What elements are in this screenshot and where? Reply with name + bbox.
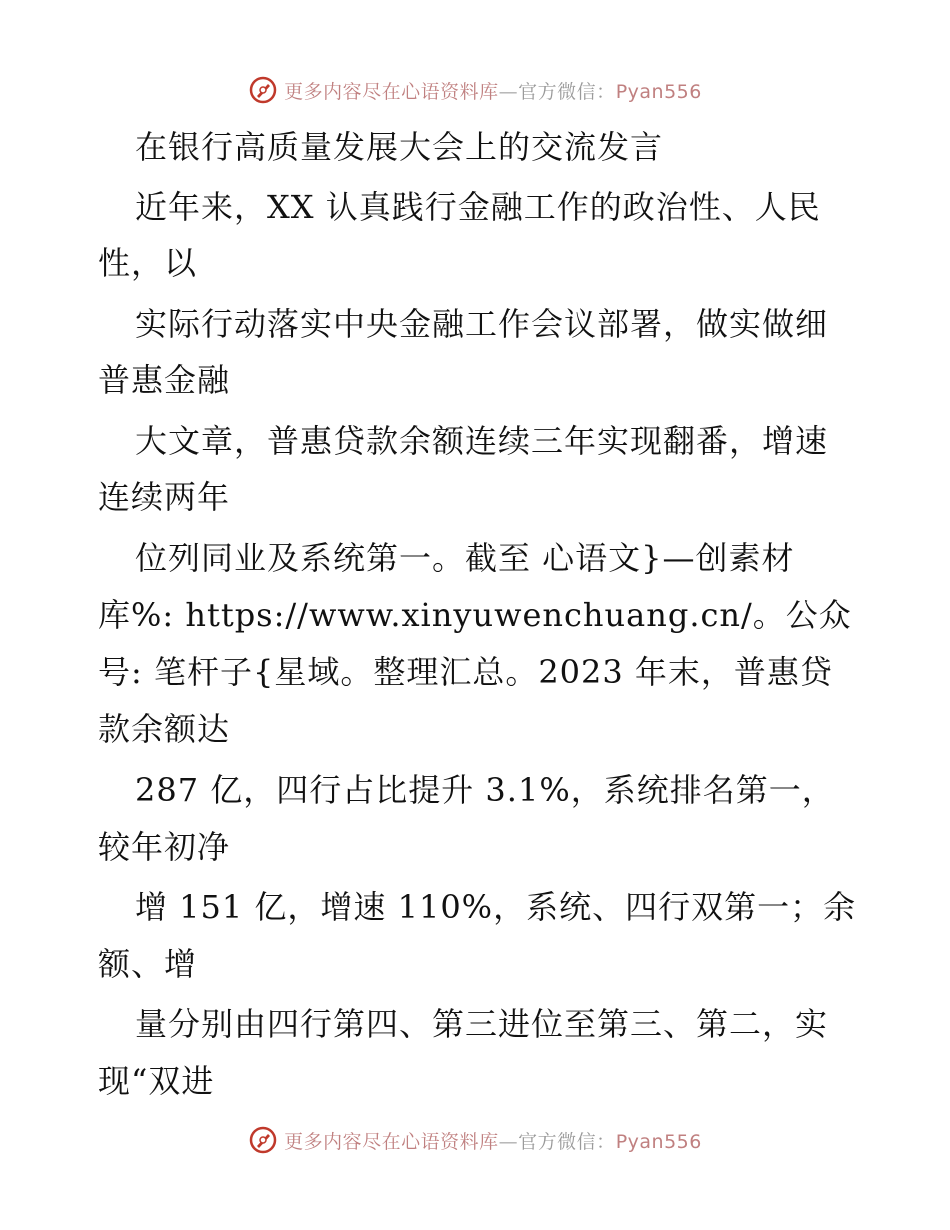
watermark-wechat-label: 官方微信： (518, 1130, 616, 1153)
text-line: 量分别由四行第四、第三进位至第三、第二，实 (135, 1005, 829, 1043)
text-line: 287 亿，四行占比提升 3.1%，系统排名第一， (135, 771, 835, 809)
watermark-site-text: 更多内容尽在心语资料库 (284, 1130, 499, 1153)
text-line: 库%: https://www.xinyuwenchuang.cn/。公众 (98, 596, 852, 634)
text-line: 号: 笔杆子{星域。整理汇总。2023 年末，普惠贷 (98, 653, 833, 691)
watermark-handle: Pyan556 (615, 80, 702, 103)
watermark-dash: — (498, 1130, 519, 1153)
text-line: 现“双进 (98, 1062, 215, 1100)
text-line: 位列同业及系统第一。截至 心语文}—创素材 (135, 539, 795, 577)
text-line: 增 151 亿，增速 110%，系统、四行双第一；余 (135, 888, 857, 926)
text-line: 近年来，XX 认真践行金融工作的政治性、人民 (135, 188, 821, 226)
text-line: 普惠金融 (98, 361, 231, 399)
text-line: 连续两年 (98, 478, 231, 516)
text-line: 较年初净 (98, 828, 231, 866)
pen-logo-icon (248, 1125, 278, 1155)
text-line: 大文章，普惠贷款余额连续三年实现翻番，增速 (135, 422, 829, 460)
footer-watermark (0, 1120, 950, 1160)
watermark-site-text: 更多内容尽在心语资料库 (284, 80, 499, 103)
watermark-text (284, 1127, 702, 1154)
document-title: 在银行高质量发展大会上的交流发言 (135, 128, 664, 166)
text-line: 性，以 (98, 244, 198, 282)
text-line: 额、增 (98, 945, 198, 983)
watermark-dash: — (498, 80, 519, 103)
text-line: 实际行动落实中央金融工作会议部署，做实做细 (135, 305, 829, 343)
text-line: 款余额达 (98, 710, 231, 748)
watermark-wechat-label: 官方微信： (518, 80, 616, 103)
watermark-handle: Pyan556 (615, 1130, 702, 1153)
